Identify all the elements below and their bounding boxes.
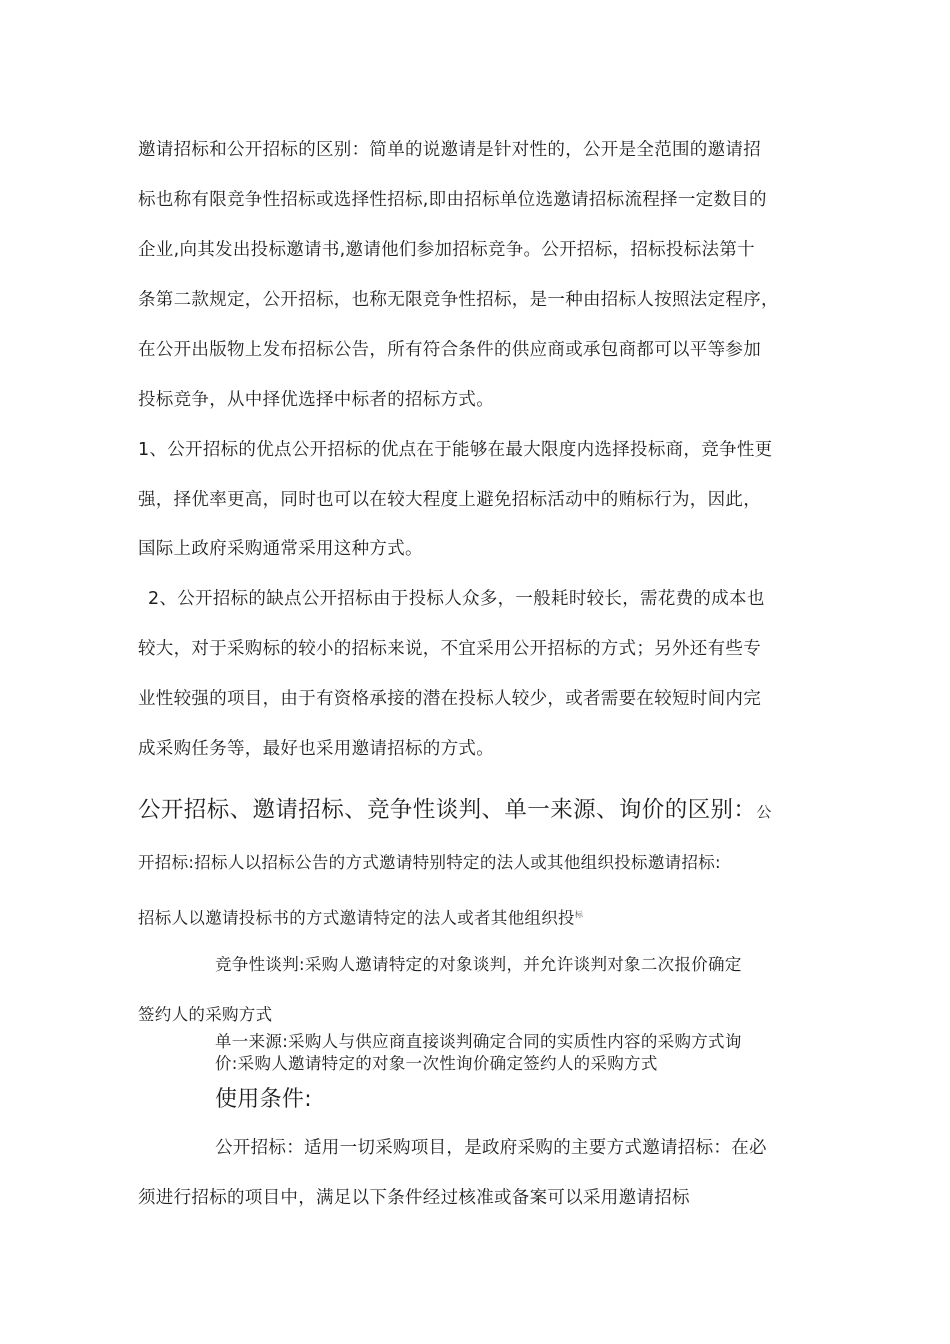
section-heading: [138, 795, 828, 825]
definition-line: 签约人的采购方式: [138, 1005, 273, 1024]
conditions-heading: 使用条件:: [215, 1087, 312, 1112]
advantage-line: 1、公开招标的优点公开招标的优点在于能够在最大限度内选择投标商，竞争性更: [138, 440, 773, 460]
definition-line: [138, 903, 828, 931]
section-heading-main: 公开招标、邀请招标、竞争性谈判、单一来源、询价的区别：: [138, 797, 757, 823]
definition-text: 招标人以邀请投标书的方式邀请特定的法人或者其他组织投: [138, 908, 575, 928]
disadvantage-line: 业性较强的项目，由于有资格承接的潜在投标人较少，或者需要在较短时间内完: [138, 689, 761, 709]
definition-line: 价:采购人邀请特定的对象一次性询价确定签约人的采购方式: [215, 1054, 658, 1073]
condition-line: 须进行招标的项目中，满足以下条件经过核准或备案可以采用邀请招标: [138, 1188, 690, 1208]
advantage-line: 强，择优率更高，同时也可以在较大程度上避免招标活动中的贿标行为，因此，: [138, 490, 761, 510]
disadvantage-line: 成采购任务等，最好也采用邀请招标的方式。: [138, 739, 494, 759]
paragraph-line: 邀请招标和公开招标的区别：简单的说邀请是针对性的，公开是全范围的邀请招: [138, 140, 761, 160]
definition-line: 单一来源:采购人与供应商直接谈判确定合同的实质性内容的采购方式询: [215, 1032, 742, 1051]
paragraph-line: 企业,向其发出投标邀请书,邀请他们参加招标竞争。公开招标，招标投标法第十: [138, 240, 755, 260]
paragraph-line: 标也称有限竞争性招标或选择性招标,即由招标单位选邀请招标流程择一定数目的: [138, 190, 767, 210]
section-heading-tail: 公: [756, 803, 772, 821]
paragraph-line: 投标竞争，从中择优选择中标者的招标方式。: [138, 390, 494, 410]
definition-line: 竞争性谈判:采购人邀请特定的对象谈判，并允许谈判对象二次报价确定: [215, 955, 742, 974]
definition-mark: 标: [574, 910, 584, 919]
definition-line: 开招标:招标人以招标公告的方式邀请特别特定的法人或其他组织投标邀请招标:: [138, 853, 721, 872]
paragraph-line: 条第二款规定，公开招标，也称无限竞争性招标，是一种由招标人按照法定程序，: [138, 290, 779, 310]
disadvantage-line: 2、公开招标的缺点公开招标由于投标人众多，一般耗时较长，需花费的成本也: [148, 589, 765, 609]
advantage-line: 国际上政府采购通常采用这种方式。: [138, 539, 423, 559]
disadvantage-line: 较大，对于采购标的较小的招标来说，不宜采用公开招标的方式；另外还有些专: [138, 639, 761, 659]
paragraph-line: 在公开出版物上发布招标公告，所有符合条件的供应商或承包商都可以平等参加: [138, 340, 761, 360]
condition-line: 公开招标：适用一切采购项目，是政府采购的主要方式邀请招标：在必: [215, 1138, 767, 1158]
